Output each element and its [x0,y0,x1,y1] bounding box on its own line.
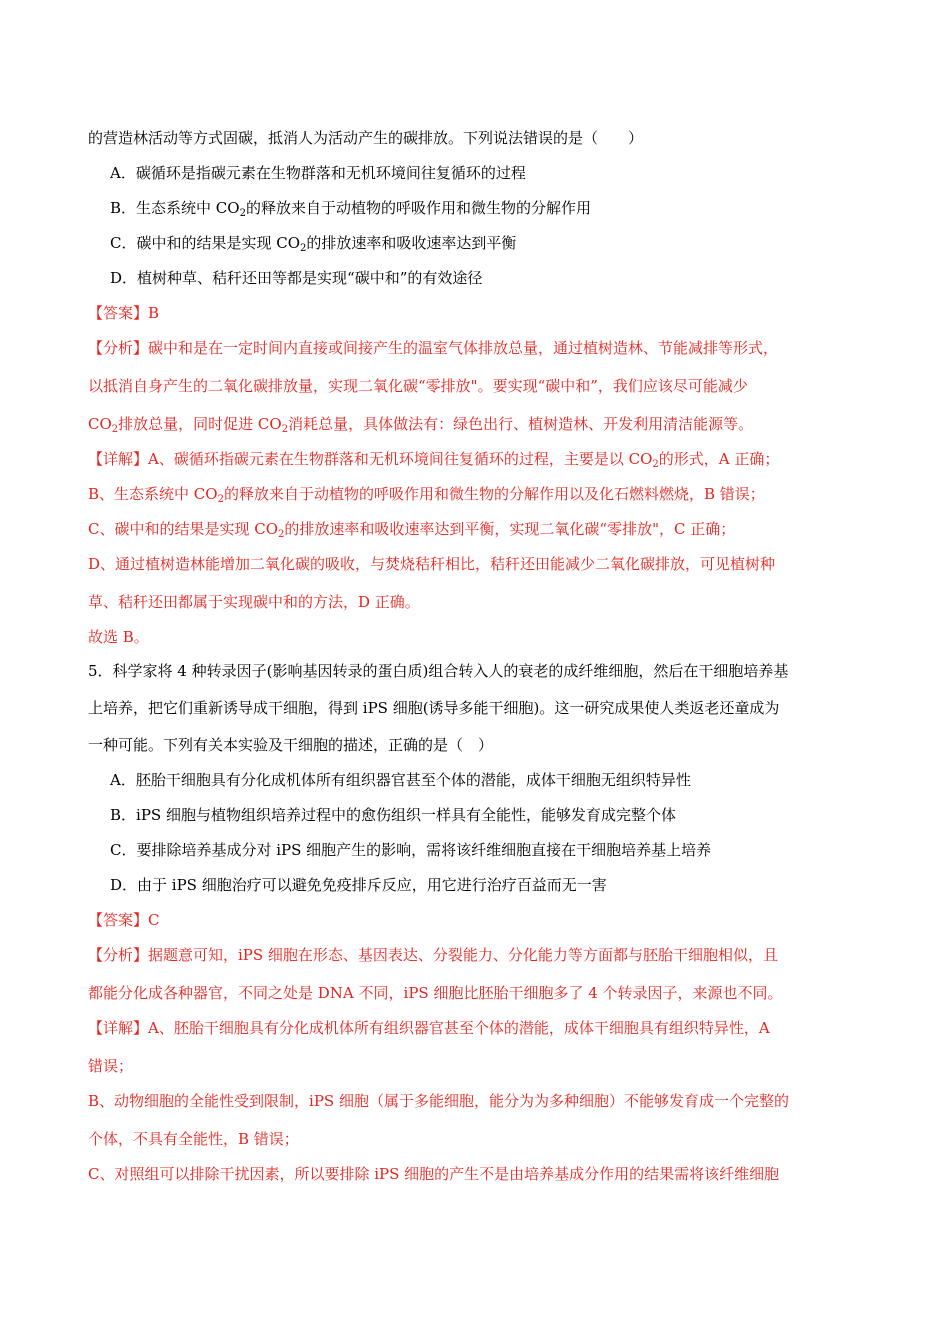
q4-answer: 【答案】B [88,304,160,322]
q4-option-c: C．碳中和的结果是实现 $CO_2$的排放速率和吸收速率达到平衡 [110,234,517,254]
q5-option-c: C．要排除培养基成分对 iPS 细胞产生的影响，需将该纤维细胞直接在干细胞培养基上培养 [110,841,712,859]
q4-analysis-line-3: $CO_2$排放总量，同时促进 $CO_2$消耗总量，具体做法有：绿色出行、植树造林、开发利用清洁能源等。 [88,415,754,435]
q5-stem-line-1: 5．科学家将 4 种转录因子(影响基因转录的蛋白质)组合转入人的衰老的成纤维细胞，然后在干细胞培养基 [88,662,789,680]
q4-analysis-line-1: 【分析】碳中和是在一定时间内直接或间接产生的温室气体排放总量，通过植树造林、节能减排等形式， [88,339,779,357]
q5-detail-line-2: 错误； [88,1057,134,1075]
q4-option-a: A．碳循环是指碳元素在生物群落和无机环境间往复循环的过程 [110,164,526,182]
q5-option-a: A．胚胎干细胞具有分化成机体所有组织器官甚至个体的潜能，成体干细胞无组织特异性 [110,771,691,789]
q5-option-b: B．iPS 细胞与植物组织培养过程中的愈伤组织一样具有全能性，能够发育成完整个体 [110,806,676,824]
q5-answer: 【答案】C [88,911,160,929]
q4-option-b: B．生态系统中 $CO_2$的释放来自于动植物的呼吸作用和微生物的分解作用 [110,199,591,219]
q4-detail-line-4: D、通过植树造林能增加二氧化碳的吸收，与焚烧秸秆相比，秸秆还田能减少二氧化碳排放，可见植树种 [88,555,776,573]
q5-detail-line-5: C、对照组可以排除干扰因素，所以要排除 iPS 细胞的产生不是由培养基成分作用的结果需将该纤维细胞 [88,1165,780,1183]
q4-detail-line-1: 【详解】A、碳循环指碳元素在生物群落和无机环境间往复循环的过程，主要是以 $CO_2$的形式，A 正确； [88,450,780,470]
q5-option-d: D．由于 iPS 细胞治疗可以避免免疫排斥反应，用它进行治疗百益而无一害 [110,876,607,894]
q4-stem-tail: 的营造林活动等方式固碳，抵消人为活动产生的碳排放。下列说法错误的是（ ） [88,129,644,147]
q5-detail-line-1: 【详解】A、胚胎干细胞具有分化成机体所有组织器官甚至个体的潜能，成体干细胞具有组织特异性，A [88,1019,770,1037]
q4-conclusion: 故选 B。 [88,628,149,646]
q5-detail-line-4: 个体，不具有全能性，B 错误； [88,1130,299,1148]
q4-detail-line-3: C、碳中和的结果是实现 $CO_2$的排放速率和吸收速率达到平衡，实现二氧化碳“零排放"，C 正确； [88,520,736,540]
q5-analysis-line-1: 【分析】据题意可知，iPS 细胞在形态、基因表达、分裂能力、分化能力等方面都与胚胎干细胞相似，且 [88,946,778,964]
q4-analysis-line-2: 以抵消自身产生的二氧化碳排放量，实现二氧化碳“零排放"。要实现“碳中和”，我们应该尽可能减少 [88,377,748,395]
q4-option-d: D．植树种草、秸秆还田等都是实现“碳中和”的有效途径 [110,269,483,287]
q5-stem-line-2: 上培养，把它们重新诱导成干细胞，得到 iPS 细胞(诱导多能干细胞)。这一研究成果使人类返老还童成为 [88,699,780,717]
q5-detail-line-3: B、动物细胞的全能性受到限制，iPS 细胞（属于多能细胞，能分为为多种细胞）不能够发育成一个完整的 [88,1092,789,1110]
q4-detail-line-5: 草、秸秆还田都属于实现碳中和的方法，D 正确。 [88,593,420,611]
q5-analysis-line-2: 都能分化成各种器官，不同之处是 DNA 不同，iPS 细胞比胚胎干细胞多了 4 个转录因子，来源也不同。 [88,984,783,1002]
q5-stem-line-3: 一种可能。下列有关本实验及干细胞的描述，正确的是（ ） [88,736,494,754]
q4-detail-line-2: B、生态系统中 $CO_2$的释放来自于动植物的呼吸作用和微生物的分解作用以及化石燃料燃烧，B 错误； [88,485,765,505]
